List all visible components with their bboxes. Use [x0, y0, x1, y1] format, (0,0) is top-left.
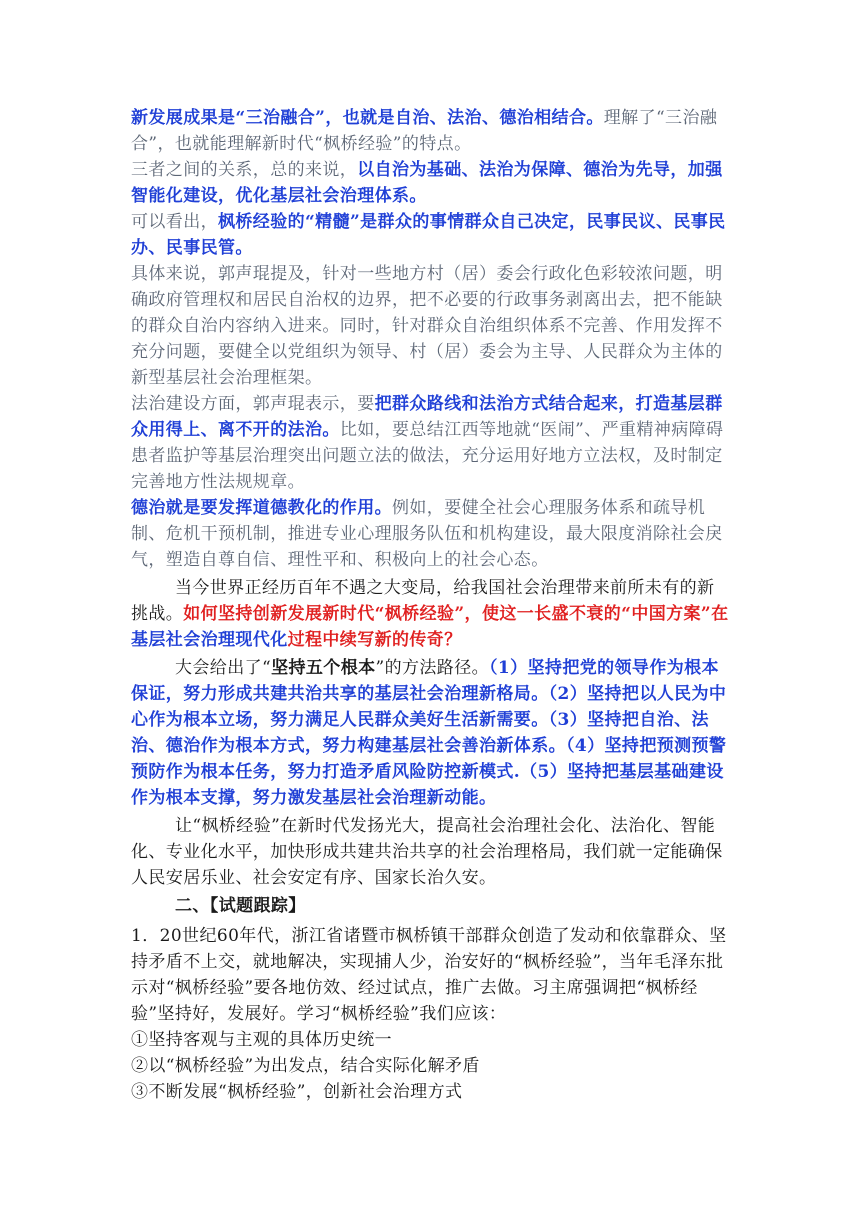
highlight-text: 把群众路线和法治方式结合起来，打造基层群众用得上、离不开的法治。: [131, 394, 723, 440]
question-stem: 1．20世纪60年代，浙江省诸暨市枫桥镇干部群众创造了发动和依靠群众、坚持矛盾不上交，就地解决，实现捕人少，治安好的“枫桥经验”，当年毛泽东批示对“枫桥经验”要各地仿效、经过试点，推广去做。习主席强调把“枫桥经验”坚持好，发展好。学习“枫桥经验”我们应该：: [131, 926, 727, 1024]
paragraph-conclusion: [131, 813, 731, 891]
paragraph-essence: [131, 209, 731, 261]
question-option: ①坚持客观与主观的具体历史统一: [131, 1030, 392, 1050]
highlight-text: 枫桥经验的“精髓”是群众的事情群众自己决定，民事民议、民事民办、民事民管。: [131, 212, 726, 258]
body-text: 三者之间的关系，总的来说，: [131, 160, 358, 180]
highlight-text: 以自治为基础、法治为保障、德治为先导，加强智能化建设，优化基层社会治理体系。: [131, 160, 723, 206]
question-text: 过程中续写新的传奇？: [287, 630, 462, 650]
body-text: 理解了“三治融合”，也就能理解新时代“枫桥经验”的特点。: [131, 108, 718, 154]
paragraph-rule-of-law: [131, 391, 731, 495]
bold-text: 坚持五个根本: [271, 658, 376, 678]
highlight-text: 德治就是要发挥道德教化的作用。: [131, 498, 392, 518]
body-text: 具体来说，郭声琨提及，针对一些地方村（居）委会行政化色彩较浓问题，明确政府管理权和居民自治权的边界，把不必要的行政事务剥离出去，把不能缺的群众自治内容纳入进来。同时，针对群众自治组织体系不完善、作用发挥不充分问题，要健全以党组织为领导、村（居）委会为主导、人民群众为主体的新型基层社会治理框架。: [131, 264, 723, 388]
body-text: 让“枫桥经验”在新时代发扬光大，提高社会治理社会化、法治化、智能化、专业化水平，加快形成共建共治共享的社会治理格局，我们就一定能确保人民安居乐业、社会安定有序、国家长治久安。: [131, 816, 723, 888]
highlight-text: 基层社会治理现代化: [131, 630, 288, 650]
section-heading: 二、【试题跟踪】: [175, 896, 306, 916]
paragraph-relationship: [131, 157, 731, 209]
question-option: ②以“枫桥经验”为出发点，结合实际化解矛盾: [131, 1056, 480, 1076]
body-text: 例如，要健全社会心理服务体系和疏导机制、危机干预机制，推进专业心理服务队伍和机构建设，最大限度消除社会戾气，塑造自尊自信、理性平和、积极向上的社会心态。: [131, 498, 723, 570]
paragraph-five-fundamentals: [131, 655, 731, 811]
highlight-text: 新发展成果是“三治融合”，也就是自治、法治、德治相结合。: [131, 108, 604, 128]
body-text: 法治建设方面，郭声琨表示，要: [131, 394, 375, 414]
paragraph-three-governance: [131, 105, 731, 157]
paragraph-self-governance: [131, 261, 731, 391]
question-option: ③不断发展“枫桥经验”，创新社会治理方式: [131, 1082, 463, 1102]
body-text: 当今世界正经历百年不遇之大变局，给我国社会治理带来前所未有的新挑战。: [131, 578, 715, 624]
body-text: 大会给出了“: [175, 658, 272, 678]
body-text: ”的方法路径。: [375, 658, 489, 678]
question-text: 如何坚持创新发展新时代“枫桥经验”，使这一长盛不衰的“中国方案”在: [183, 604, 729, 624]
body-text: 可以看出，: [131, 212, 218, 232]
paragraph-rule-of-virtue: [131, 495, 731, 573]
document-page: [131, 105, 731, 1105]
body-text: 比如，要总结江西等地就“医闹”、严重精神病障碍患者监护等基层治理突出问题立法的做法，充分运用好地方立法权，及时制定完善地方性法规规章。: [131, 420, 724, 492]
highlight-text: （1）坚持把党的领导作为根本保证，努力形成共建共治共享的基层社会治理新格局。（2）坚持把以人民为中心作为根本立场，努力满足人民群众美好生活新需要。（3）坚持把自治、法治、德治作为根本方式，努力构建基层社会善治新体系。（4）坚持把预测预警预防作为根本任务，努力打造矛盾风险防控新模式.（5）坚持把基层基础建设作为根本支撑，努力激发基层社会治理新动能。: [131, 658, 727, 808]
paragraph-world-change: [131, 575, 731, 653]
